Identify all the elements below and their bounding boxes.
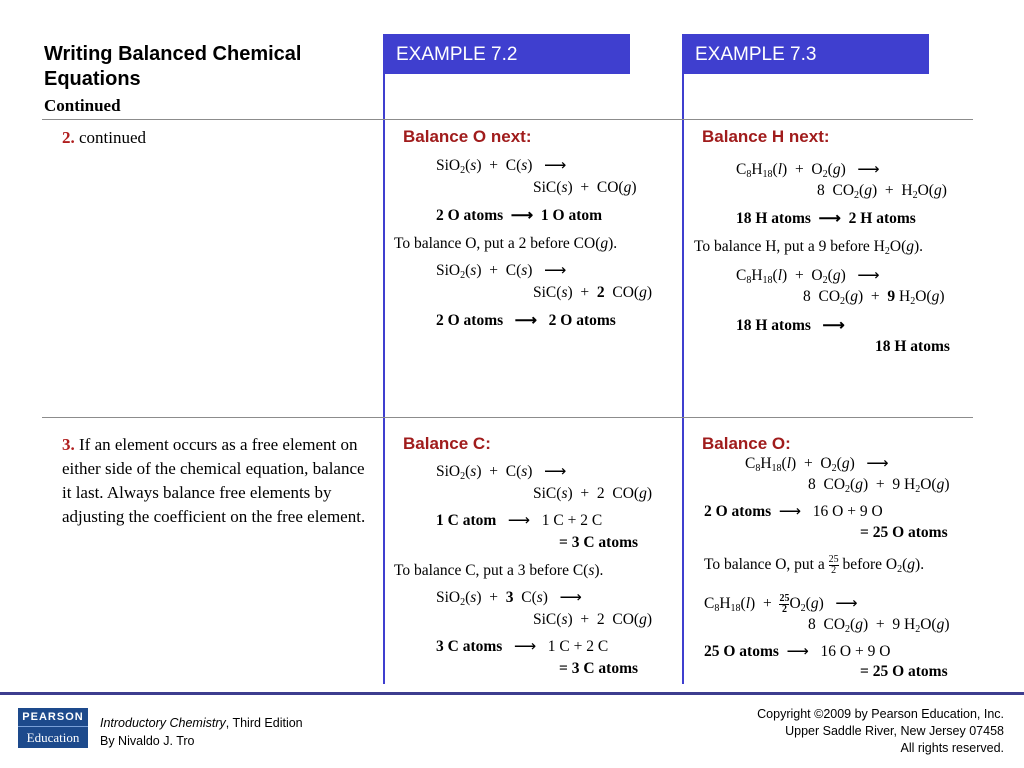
row-divider-middle [42,417,973,418]
ex73-balance-o-heading: Balance O: [702,434,791,453]
ex73-note-o: To balance O, put a $\frac{25}{2}$ before $O_2(g)$. [704,554,925,576]
book-author: By Nivaldo J. Tro [100,734,195,748]
equation: 8 $CO_2(g) + 9$ $H_2O(g)$ [808,476,950,495]
ex73-note-h: To balance H, put a 9 before $H_2O(g)$. [694,238,924,257]
example-7-2-header: EXAMPLE 7.2 [384,34,630,74]
atom-count-row: 2 O atoms ⟶ 16 O + 9 O [704,503,883,520]
step-3-text: If an element occurs as a free element on either side of the chemical equation, balance it last. Always balance free elements by adjusting the coefficient on the free element. [62,435,366,526]
equation: $C_8H_{18}(l) + O_2(g)$ ⟶ [736,267,880,286]
publisher-address: Upper Saddle River, New Jersey 07458 [785,724,1004,738]
book-title: Introductory Chemistry [100,716,226,730]
atom-count: 18 H atoms [736,210,811,227]
ex72-balance-o-heading: Balance O next: [403,127,532,146]
rights-text: All rights reserved. [900,741,1004,755]
equation: 8 $CO_2(g) + 9$ $H_2O(g)$ [803,288,945,307]
equation: $C_8H_{18}(l)$ + $\frac{25}{2}$ $O_2(g)$ ⟶ [704,593,858,615]
atom-count-row: 2 O atoms ⟶ 1 O atom [436,207,603,224]
book-info [100,714,303,750]
equation: SiO$_2$(s) + C(s) ⟶ [436,157,567,176]
column-divider-2 [682,34,684,684]
footer-divider [0,692,1024,695]
atom-count-row: 25 O atoms ⟶ 16 O + 9 O [704,643,891,660]
logo-top-text: PEARSON [18,708,88,727]
atom-count: 25 O atoms [704,643,779,660]
step-3 [62,433,372,529]
atom-count-row: 3 C atoms ⟶ 1 C + 2 C [436,638,609,655]
book-edition: , Third Edition [225,716,303,730]
equation: SiC(s) + CO(g) [533,179,637,196]
atom-count: 2 O atoms [704,503,772,520]
atom-count: 16 O + 9 O [812,503,883,520]
ex72-balance-c-heading: Balance C: [403,434,491,453]
page-subtitle: Continued [44,96,121,115]
ex72-note-c: To balance C, put a 3 before C(s). [394,562,604,579]
page-title: Writing Balanced Chemical Equations [44,43,302,90]
atom-count-result: = 25 O atoms [860,524,948,541]
equation: 8 $CO_2(g) + H_2O(g)$ [817,182,947,201]
atom-count: 1 C atom [436,512,497,529]
equation: SiC(s) + 2 CO(g) [533,485,653,502]
equation: $C_8H_{18}(l) + O_2(g)$ ⟶ [745,455,889,474]
equation: SiC(s) + 2 CO(g) [533,611,653,628]
equation: SiC(s) + 2 CO(g) [533,284,653,301]
atom-count-result: = 3 C atoms [559,660,639,677]
equation: SiO$_2$(s) + 3 C(s) ⟶ [436,589,582,608]
atom-count: 1 O atom [540,207,603,224]
atom-count: 2 O atoms [548,312,616,329]
atom-count-row: 18 H atoms ⟶ [736,317,845,334]
example-7-3-header: EXAMPLE 7.3 [683,34,929,74]
atom-count: 18 H atoms [875,338,950,355]
pearson-logo [18,708,88,748]
atom-count-row: 18 H atoms ⟶ 2 H atoms [736,210,916,227]
atom-count: 2 O atoms [436,312,504,329]
step-2 [62,126,146,150]
atom-count-result: = 25 O atoms [860,663,948,680]
step-2-number: 2. [62,128,75,147]
step-3-number: 3. [62,435,75,454]
equation: SiO$_2$(s) + C(s) ⟶ [436,262,567,281]
atom-count: 2 H atoms [848,210,916,227]
atom-count: 2 O atoms [436,207,504,224]
atom-count: 3 C atoms [436,638,503,655]
equation: 8 $CO_2(g) + 9$ $H_2O(g)$ [808,616,950,635]
equation: SiO$_2$(s) + C(s) ⟶ [436,463,567,482]
copyright-text: Copyright ©2009 by Pearson Education, Inc. [757,707,1004,721]
row-divider-top [42,119,973,120]
step-2-text: continued [79,128,147,147]
atom-count: 1 C + 2 C [547,638,609,655]
atom-count-row: 2 O atoms ⟶ 2 O atoms [436,312,616,329]
ex72-note-o: To balance O, put a 2 before CO(g). [394,235,618,252]
equation: $C_8H_{18}(l) + O_2(g)$ ⟶ [736,161,880,180]
atom-count-result: = 3 C atoms [559,534,639,551]
atom-count-row: 1 C atom ⟶ 1 C + 2 C [436,512,603,529]
logo-bottom-text: Education [26,730,80,745]
column-divider-1 [383,34,385,684]
atom-count: 18 H atoms [736,317,811,334]
copyright-block [757,706,1004,757]
atom-count: 16 O + 9 O [820,643,891,660]
ex73-balance-h-heading: Balance H next: [702,127,830,146]
atom-count: 1 C + 2 C [541,512,603,529]
